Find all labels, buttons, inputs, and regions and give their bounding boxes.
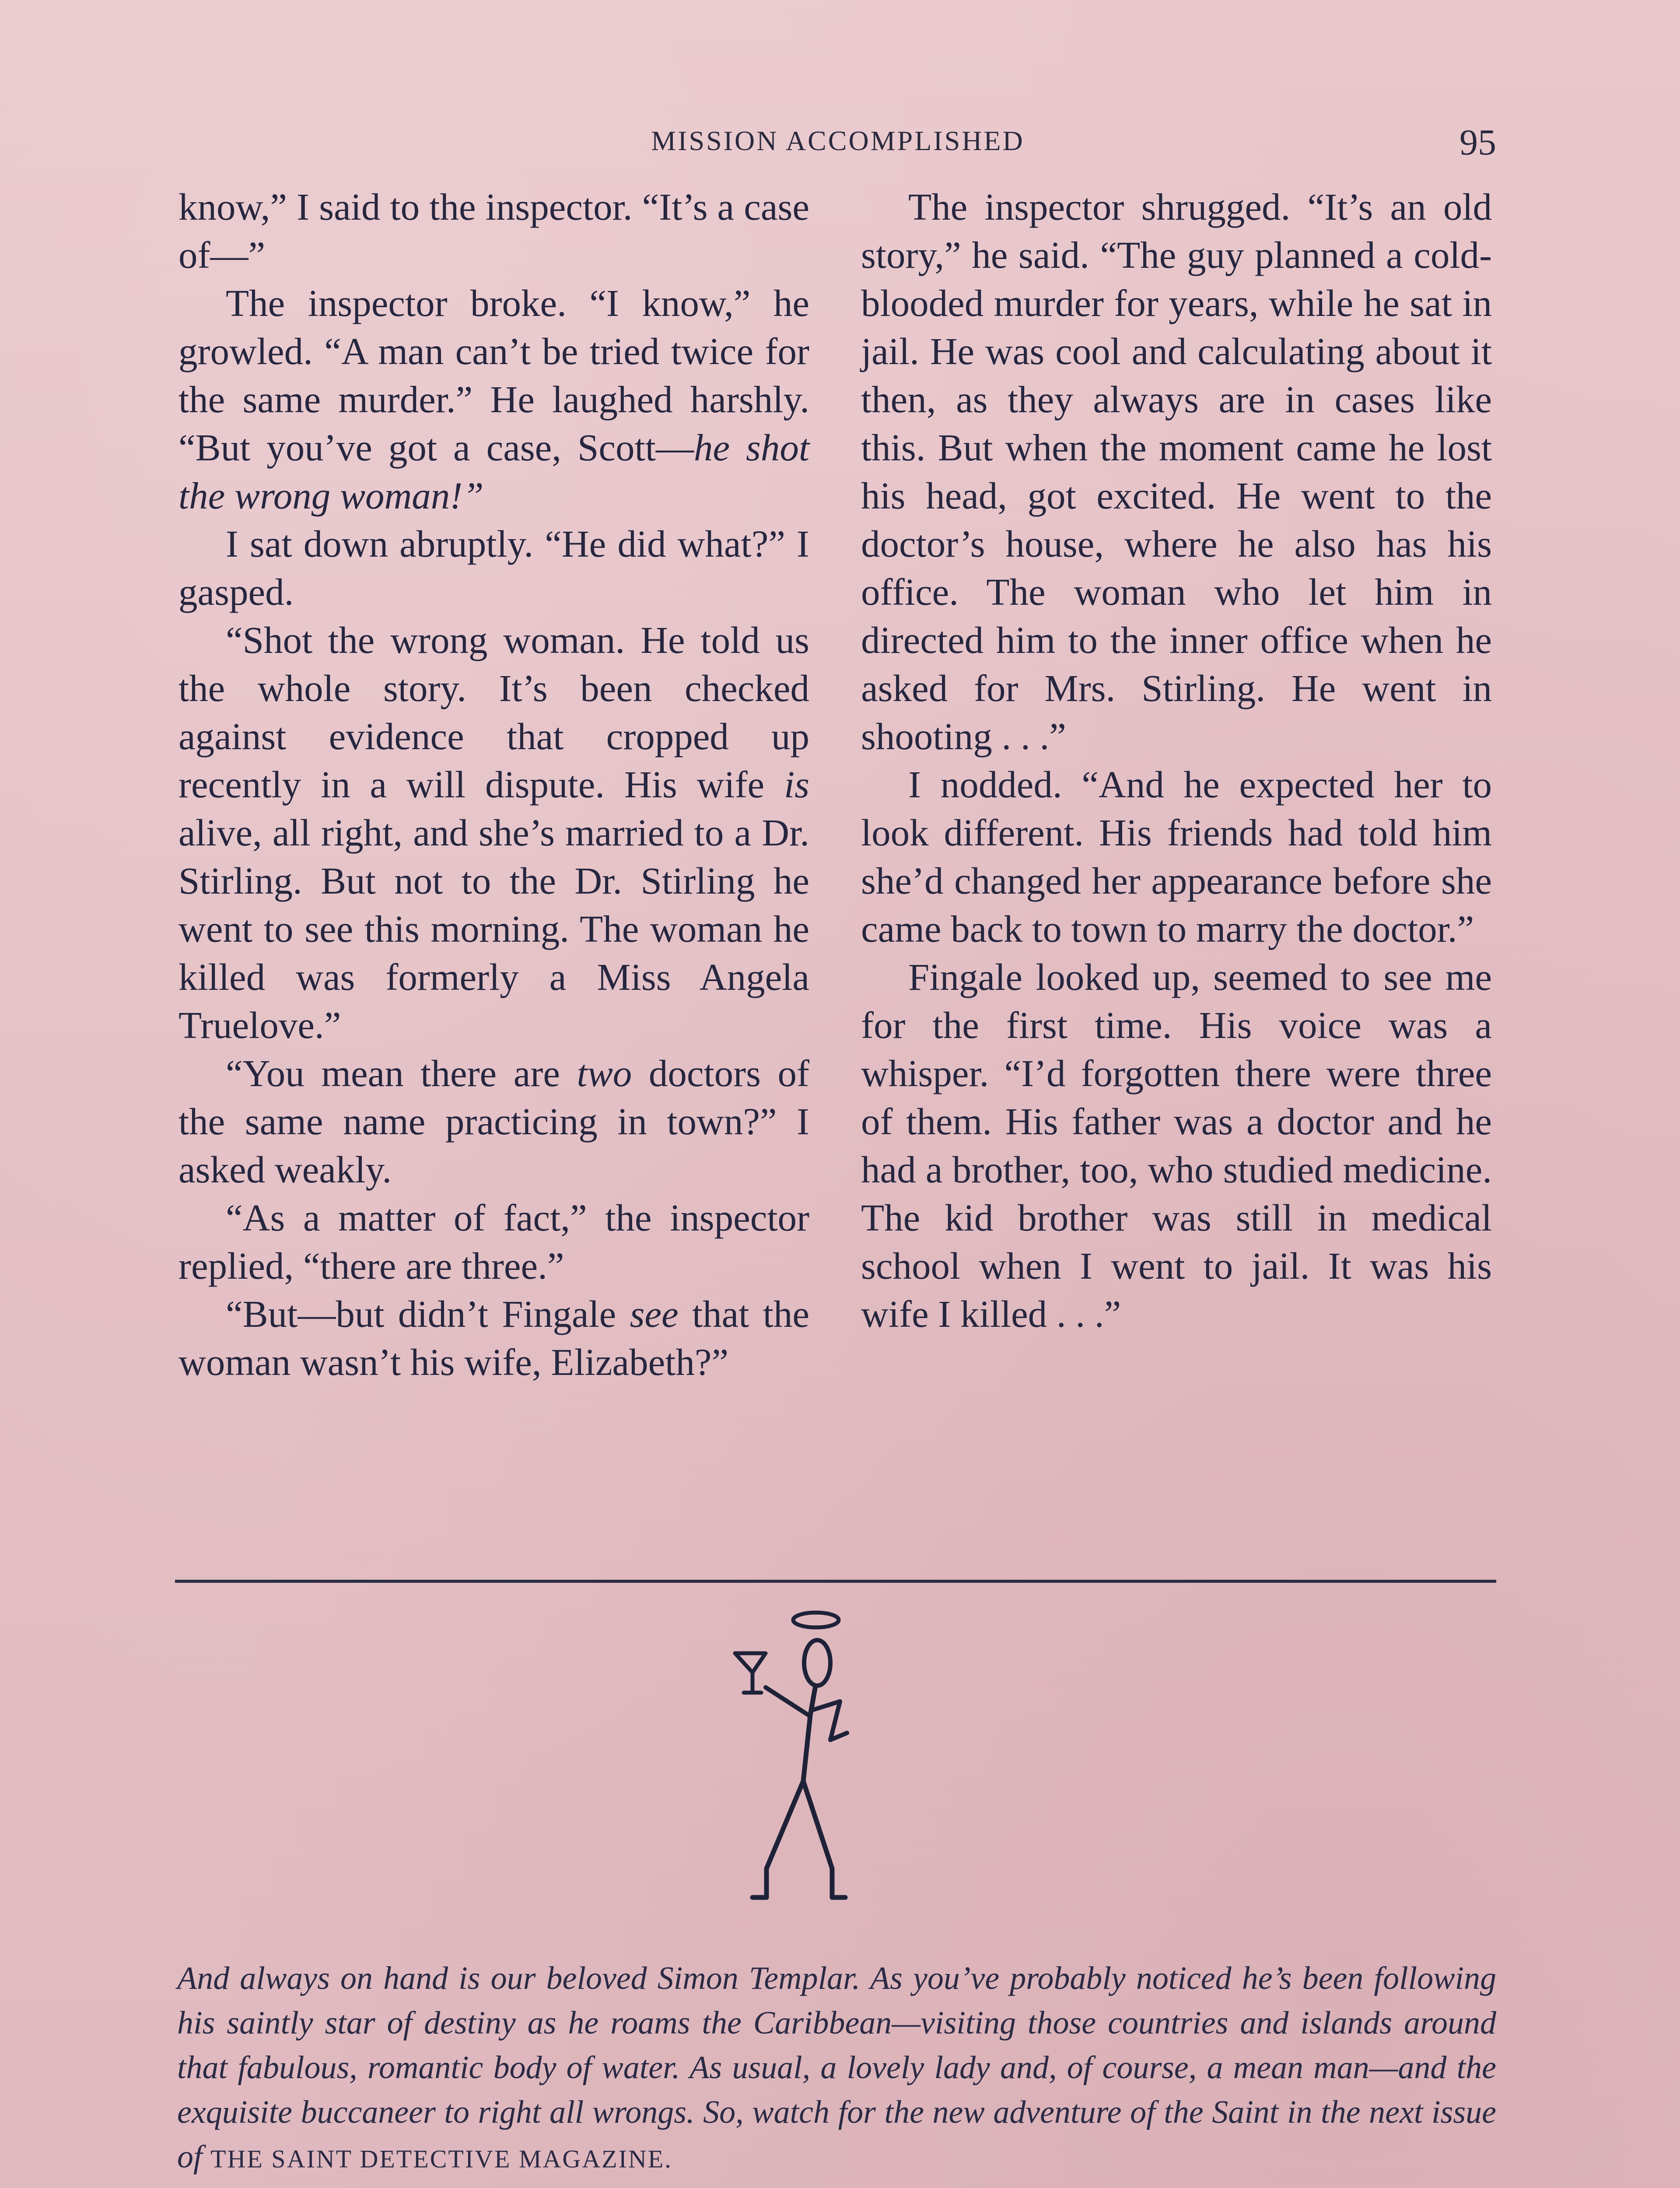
paragraph-text: “But—but didn’t Fingale bbox=[226, 1293, 630, 1335]
paragraph bbox=[178, 279, 809, 520]
paragraph-text: Fingale looked up, seemed to see me for the first time. His voice was a whisper. “I’d forgotten there were three of them. His father was a doctor and he had a brother, too, who studied medicine. The kid brother was still in medical school when I went to jail. It was his wife I killed . . .” bbox=[861, 956, 1492, 1335]
italic-text: he shot the wrong woman!” bbox=[178, 426, 809, 517]
paragraph bbox=[178, 520, 809, 616]
cocktail-glass-icon bbox=[735, 1653, 766, 1673]
italic-text: see bbox=[630, 1293, 679, 1335]
page-number: 95 bbox=[1460, 122, 1496, 163]
paragraph-text: I sat down abruptly. “He did what?” I gasped. bbox=[178, 522, 809, 613]
halo-icon bbox=[793, 1613, 839, 1627]
paragraph-text: know,” I said to the inspector. “It’s a case of—” bbox=[178, 186, 809, 276]
paragraph-text: I nodded. “And he expected her to look different. His friends had told him she’d changed her appearance before she came back to town to marry the doctor.” bbox=[861, 763, 1492, 950]
head bbox=[804, 1640, 830, 1686]
italic-text: two bbox=[577, 1052, 632, 1094]
torso bbox=[803, 1686, 816, 1781]
paragraph bbox=[178, 616, 809, 1049]
arm-right bbox=[812, 1701, 847, 1740]
paragraph bbox=[178, 1290, 809, 1386]
page-header bbox=[179, 122, 1496, 164]
paragraph bbox=[178, 1194, 809, 1290]
right-column bbox=[861, 183, 1492, 1338]
saint-stick-figure-icon bbox=[718, 1602, 884, 1934]
promo-paragraph bbox=[177, 1956, 1496, 2181]
left-column bbox=[178, 183, 809, 1386]
section-divider bbox=[175, 1580, 1496, 1583]
paragraph-text: that the woman wasn’t his wife, Elizabeth?” bbox=[178, 1293, 810, 1383]
paragraph-text: alive, all right, and she’s married to a Dr. Stirling. But not to the Dr. Stirling he went to see this morning. The woman he killed was formerly a Miss Angela Truelove.” bbox=[178, 811, 809, 1046]
story-columns bbox=[178, 183, 1496, 1553]
leg-left bbox=[752, 1781, 803, 1897]
paragraph-text: The inspector shrugged. “It’s an old story,” he said. “The guy planned a cold-blooded murder for years, while he sat in jail. He was cool and calculating about it then, as they always are in cases like this. But when the moment came he lost his head, got excited. He went to the doctor’s house, where he also has his office. The woman who let him in directed him to the inner office when he asked for Mrs. Stirling. He went in shooting . . .” bbox=[861, 186, 1492, 757]
paragraph bbox=[178, 183, 809, 279]
leg-right bbox=[803, 1781, 845, 1897]
paragraph bbox=[178, 1049, 809, 1194]
paragraph bbox=[861, 953, 1492, 1338]
paragraph-text: “As a matter of fact,” the inspector replied, “there are three.” bbox=[178, 1196, 809, 1287]
running-title: MISSION ACCOMPLISHED bbox=[651, 125, 1025, 156]
paragraph-text: “You mean there are bbox=[226, 1052, 577, 1094]
paragraph-text: “Shot the wrong woman. He told us the whole story. It’s been checked against evidence that cropped up recently in a will dispute. His wife bbox=[178, 619, 809, 806]
paragraph-text: The inspector broke. “I know,” he growled. “A man can’t be tried twice for the same murder.” He laughed harshly. “But you’ve got a case, Scott— bbox=[178, 282, 809, 469]
arm-left bbox=[766, 1687, 810, 1716]
italic-text: is bbox=[784, 763, 809, 806]
magazine-name: THE SAINT DETECTIVE MAGAZINE. bbox=[210, 2145, 672, 2173]
paragraph-text: doctors of the same name practicing in town?” I asked weakly. bbox=[178, 1052, 809, 1191]
paragraph bbox=[861, 761, 1492, 953]
paragraph bbox=[861, 183, 1492, 761]
promo-text: And always on hand is our beloved Simon Templar. As you’ve probably noticed he’s been following his saintly star of destiny as he roams the Caribbean—visiting those countries and islands around that fabulous, romantic body of water. As usual, a lovely lady and, of course, a mean man—and the exquisite buccaneer to right all wrongs. So, watch for the new adventure of the Saint in the next issue of bbox=[177, 1960, 1496, 2175]
